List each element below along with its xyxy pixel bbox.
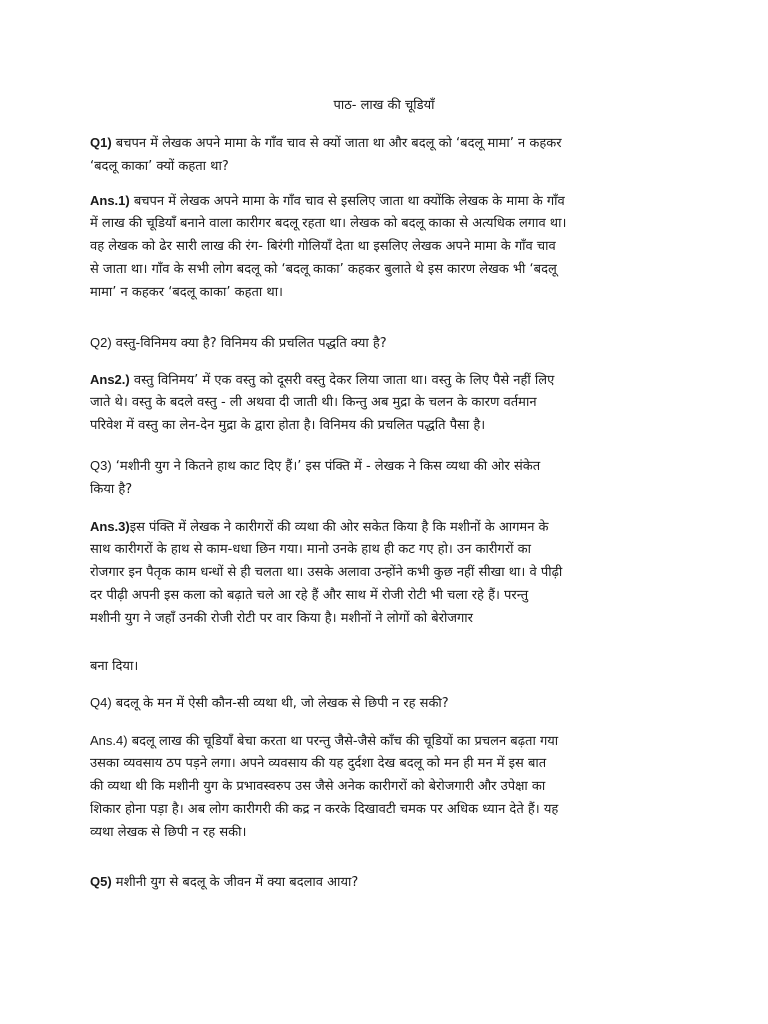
answer-text: बदलू लाख की चूडियाँ बेचा करता था परन्तु जैसे-जैसे काँच की चूडियों का प्रचलन बढ़ता गया <box>127 734 559 749</box>
answer-text: दर पीढ़ी अपनी इस कला को बढ़ाते चले आ रहे हैं और साथ में रोजी रोटी भी चला रहे हैं। परन्तु <box>90 588 529 603</box>
question-text: ‘बदलू काका’ क्यों कहता था? <box>90 159 229 174</box>
answer-text: मामा’ न कहकर ‘बदलू काका’ कहता था। <box>90 285 283 300</box>
question-5 <box>90 870 680 894</box>
question-text: वस्तु-विनिमय क्या है? विनिमय की प्रचलित पद्धति क्या है? <box>111 336 387 351</box>
answer-text: इस पंक्ति में लेखक ने कारीगरों की व्यथा की ओर सकेत किया है कि मशीनों के आगमन के <box>129 520 549 535</box>
question-1 <box>90 131 680 179</box>
answer-text: मशीनी युग ने जहाँ उनकी रोजी रोटी पर वार किया है। मशीनों ने लोगों को बेरोजगार <box>90 611 473 626</box>
answer-4 <box>90 729 680 844</box>
answer-2 <box>90 368 680 437</box>
question-3 <box>90 454 680 502</box>
question-label: Q5) <box>90 874 112 889</box>
answer-text: रोजगार इन पैतृक काम धन्धों से ही चलता था। उसके अलावा उन्होंने कभी कुछ नहीं सीखा था। वे पीढ़ी <box>90 565 563 580</box>
answer-text: से जाता था। गाँव के सभी लोग बदलू को ‘बदलू काका’ कहकर बुलाते थे इस कारण लेखक भी ‘बदलू <box>90 262 557 277</box>
question-label: Q1) <box>90 135 112 150</box>
answer-text: में लाख की चूडियाँ बनाने वाला कारीगर बदलू रहता था। लेखक को बदलू काका से अत्यधिक लगाव था। <box>90 216 567 231</box>
answer-text: व्यथा लेखक से छिपी न रह सकी। <box>90 825 247 840</box>
answer-3 <box>90 515 680 630</box>
question-2 <box>90 331 680 355</box>
answer-3-continued <box>90 655 680 678</box>
answer-text: उसका व्यवसाय ठप पड़ने लगा। अपने व्यवसाय की यह दुर्दशा देख बदलू को मन ही मन में इस बात <box>90 756 547 771</box>
question-text: किया है? <box>90 482 133 497</box>
question-label: Q3) <box>90 458 112 473</box>
answer-label: Ans2.) <box>90 372 130 387</box>
answer-text: परिवेश में वस्तु का लेन-देन मुद्रा के द्वारा होता है। विनिमय की प्रचलित पद्धति पैसा है। <box>90 418 486 433</box>
question-label: Q4) <box>90 695 112 710</box>
answer-label: Ans.3) <box>90 519 130 534</box>
question-4 <box>90 691 680 715</box>
answer-text: वह लेखक को ढेर सारी लाख की रंग- बिरंगी गोलियाँ देता था इसलिए लेखक अपने मामा के गाँव चाव <box>90 239 556 254</box>
question-text: बदलू के मन में ऐसी कौन-सी व्यथा थी, जो लेखक से छिपी न रह सकी? <box>111 696 449 711</box>
answer-text: बचपन में लेखक अपने मामा के गाँव चाव से इसलिए जाता था क्योंकि लेखक के मामा के गाँव <box>129 194 565 209</box>
answer-label: Ans.1) <box>90 193 130 208</box>
answer-text: शिकार होना पड़ा है। अब लोग कारीगरी की कद्र न करके दिखावटी चमक पर अधिक ध्यान देते हैं। यह <box>90 802 559 817</box>
question-text: बचपन में लेखक अपने मामा के गाँव चाव से क्यों जाता था और बदलू को ‘बदलू मामा’ न कहकर <box>111 136 562 151</box>
answer-text: की व्यथा थी कि मशीनी युग के प्रभावस्वरुप उस जैसे अनेक कारीगरों को बेरोजगारी और उपेक्षा का <box>90 779 546 794</box>
question-label: Q2) <box>90 335 112 350</box>
answer-text: साथ कारीगरों के हाथ से काम-धधा छिन गया। मानो उनके हाथ ही कट गए हो। उन कारीगरों का <box>90 542 531 557</box>
answer-1 <box>90 189 680 304</box>
answer-label: Ans.4) <box>90 733 128 748</box>
question-text: ‘मशीनी युग ने कितने हाथ काट दिए हैं।’ इस पंक्ति में - लेखक ने किस व्यथा की ओर संकेत <box>111 459 541 474</box>
answer-text: जाते थे। वस्तु के बदले वस्तु - ली अथवा दी जाती थी। किन्तु अब मुद्रा के चलन के कारण वर्तमान <box>90 395 537 410</box>
answer-text: बना दिया। <box>90 659 139 674</box>
question-text: मशीनी युग से बदलू के जीवन में क्या बदलाव आया? <box>111 875 359 890</box>
page-title: पाठ- लाख की चूडियाँ <box>333 98 435 113</box>
answer-text: वस्तु विनिमय’ में एक वस्तु को दूसरी वस्तु देकर लिया जाता था। वस्तु के लिए पैसे नहीं लिए <box>129 373 555 388</box>
